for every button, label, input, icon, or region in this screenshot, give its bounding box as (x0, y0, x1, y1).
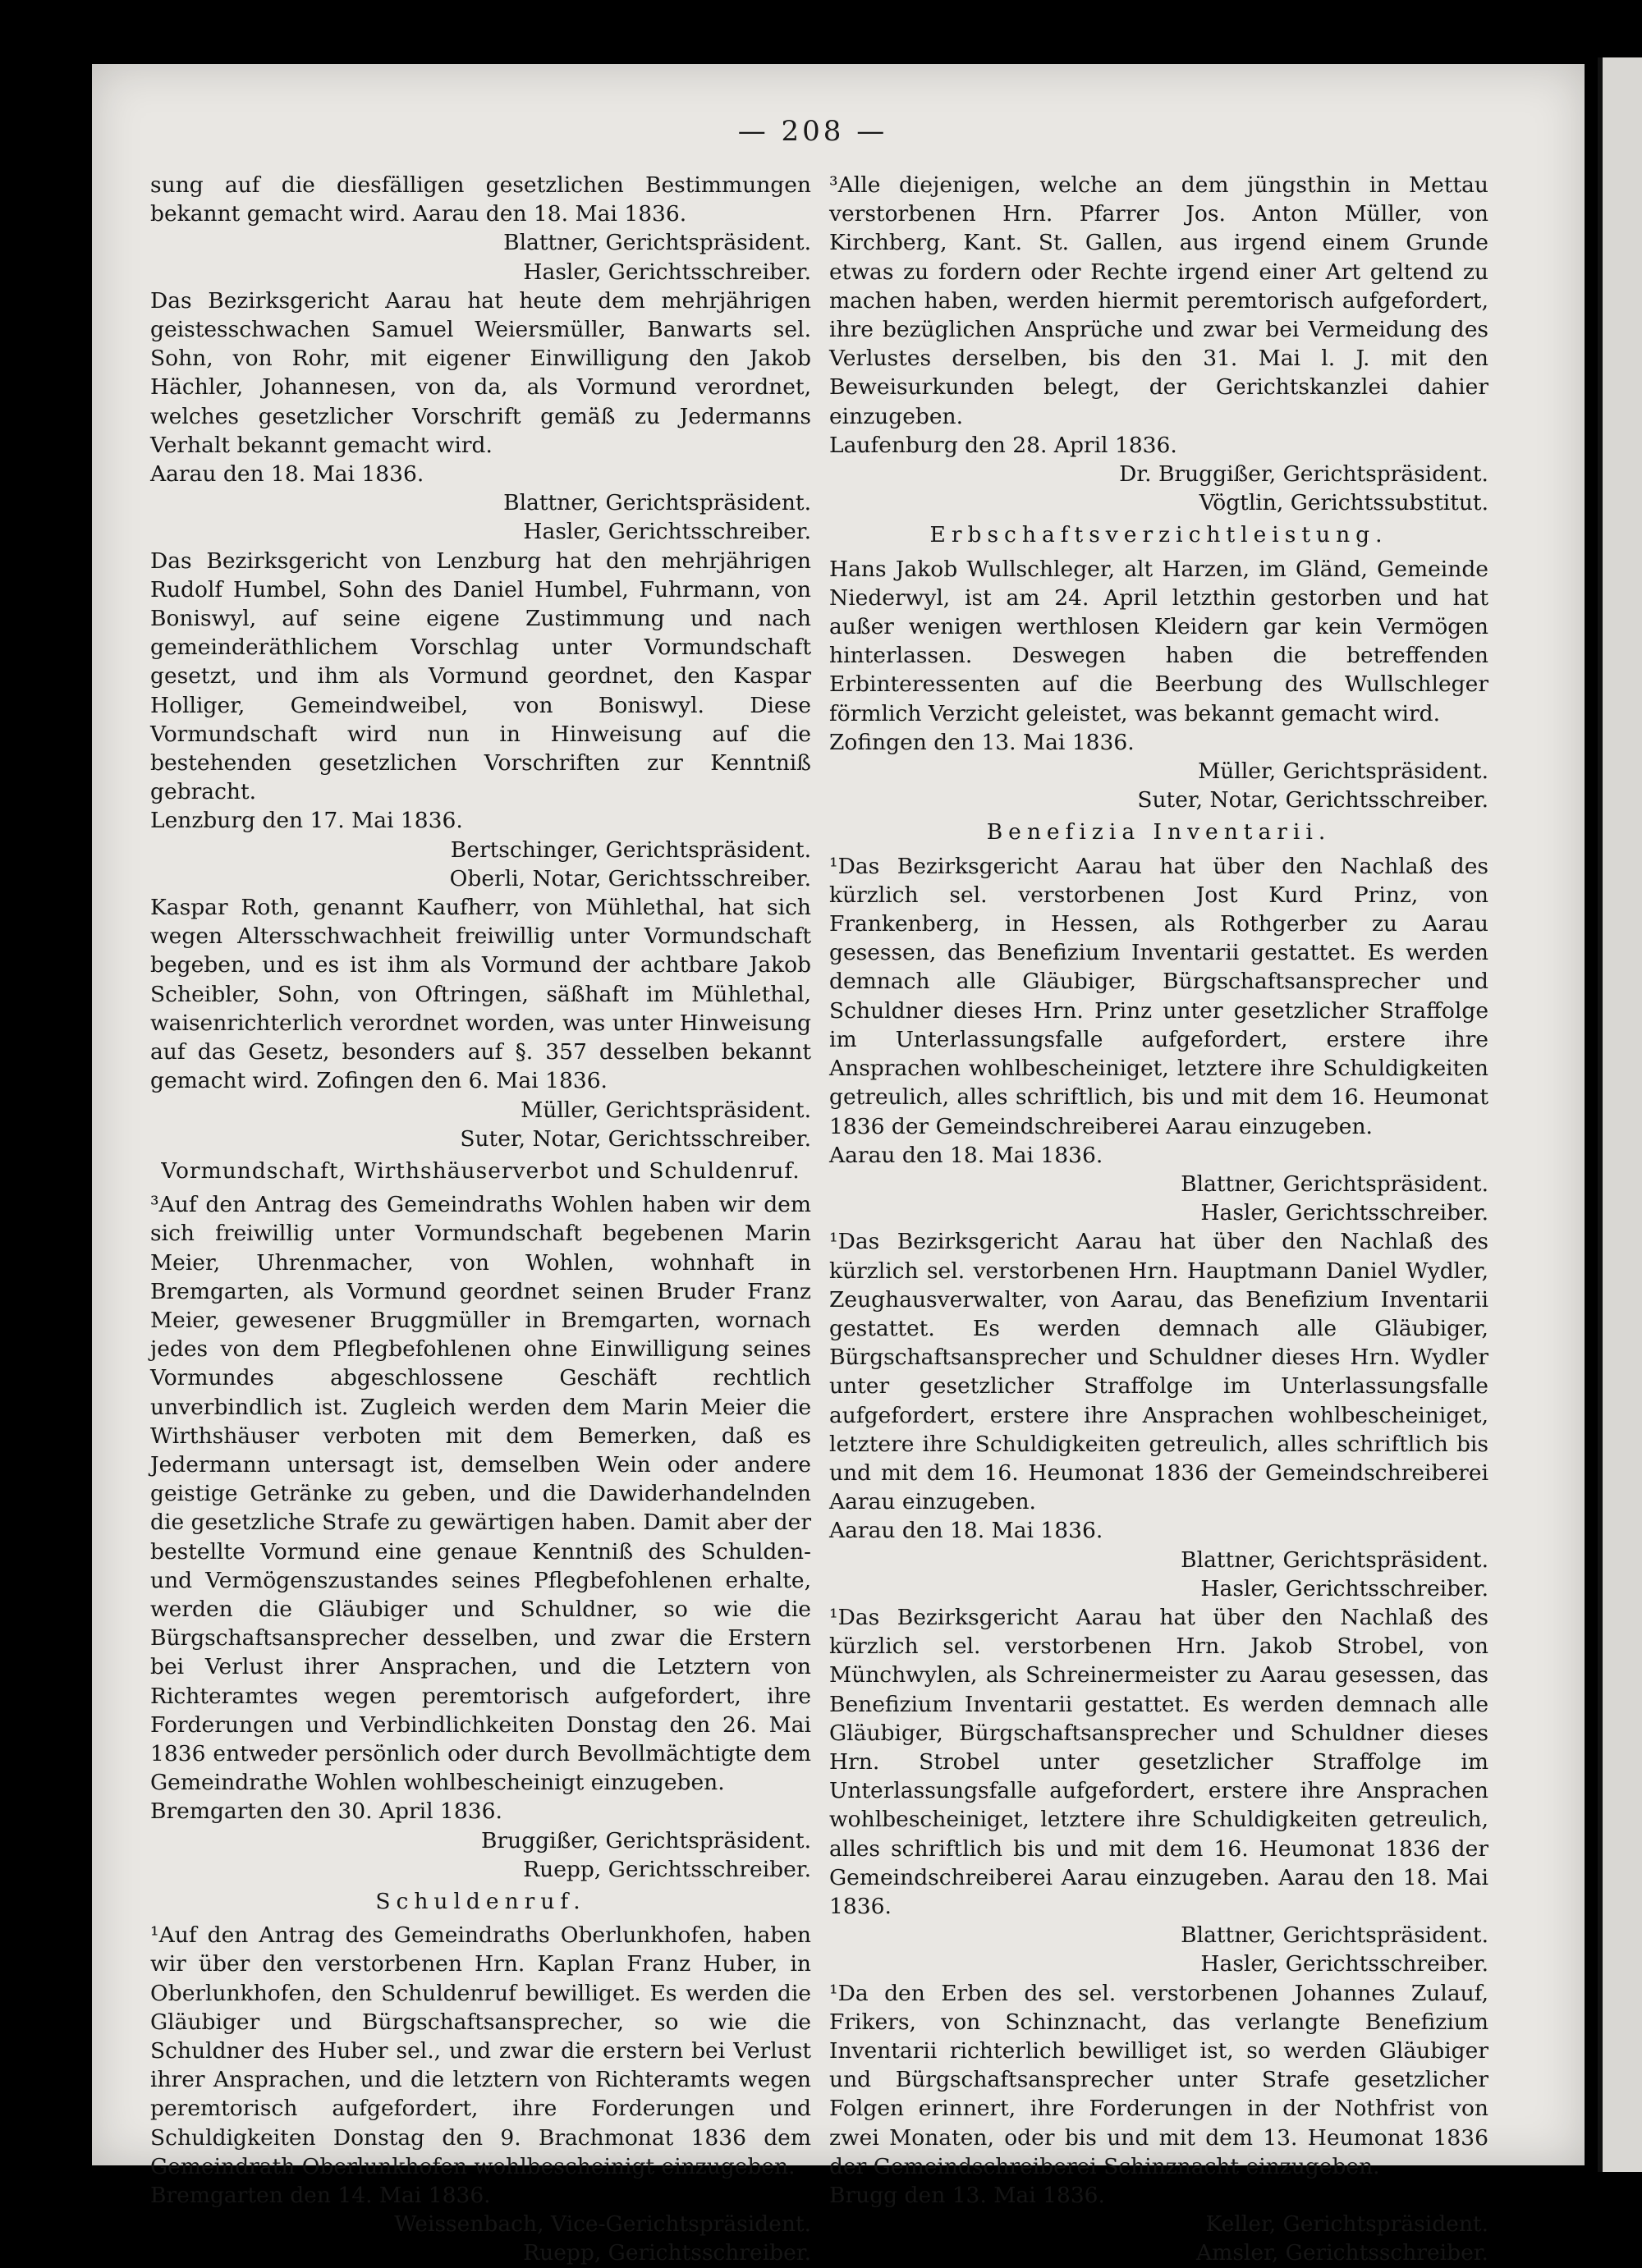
section-heading: Benefizia Inventarii. (986, 819, 1332, 845)
paragraph: ¹Das Bezirksgericht Aarau hat über den Nachlaß des kürzlich sel. verstorbenen Jost Kurd Prinz, von Frankenberg, in Hessen, als Rothgerber zu Aarau gesessen, das Benefizium Inventarii gestattet. Es werden demnach alle Gläubiger, Bürgschaftsansprecher und Schuldner dieses Hrn. Prinz unter gesetzlicher Straffolge im Unterlassungsfalle aufgefordert, erstere ihre Ansprachen wohlbescheiniget, letztere ihre Schuldigkeiten getreulich, alles schriftlich, bis und mit dem 16. Heumonat 1836 der Gemeindschreiberei Aarau einzugeben. (829, 853, 1488, 1139)
left-column (150, 171, 811, 2268)
signature: Ruepp, Gerichtsschreiber. (523, 1856, 811, 1882)
signature: Blattner, Gerichtspräsident. (1181, 1546, 1488, 1573)
paragraph: ¹Das Bezirksgericht Aarau hat über den Nachlaß des kürzlich sel. verstorbenen Hrn. Hauptmann Daniel Wydler, Zeughausverwalter, von Aarau, das Benefizium Inventarii gestattet. Es werden demnach alle Gläubiger, Bürgschaftsansprecher und Schuldner dieses Hrn. Wydler unter gesetzlicher Straffolge im Unterlassungsfalle aufgefordert, erstere ihre Ansprachen wohlbescheiniget, letztere ihre Schuldigkeiten getreulich, alles schriftlich bis und mit dem 16. Heumonat 1836 der Gemeindschreiberei Aarau einzugeben. (829, 1229, 1488, 1515)
signature: Suter, Notar, Gerichtsschreiber. (1137, 787, 1488, 813)
signature: Hasler, Gerichtsschreiber. (523, 519, 811, 545)
signature: Blattner, Gerichtspräsident. (503, 230, 811, 256)
signature: Weissenbach, Vice-Gerichtspräsident. (394, 2211, 811, 2238)
signature: Hasler, Gerichtsschreiber. (1200, 1951, 1488, 1977)
signature: Suter, Notar, Gerichtsschreiber. (460, 1125, 811, 1152)
paragraph: ³Auf den Antrag des Gemeindraths Wohlen haben wir dem sich freiwillig unter Vormundschaft begebenen Marin Meier, Uhrenmacher, von Wohlen, wohnhaft in Bremgarten, als Vormund geordnet seinen Bruder Franz Meier, gewesener Bruggmüller in Bremgarten, wornach jedes von dem Pflegbefohlenen ohne Einwilligung seines Vormundes abgeschlossene Geschäft rechtlich unverbindlich ist. Zugleich werden dem Marin Meier die Wirthshäuser verboten mit dem Bemerken, daß es Jedermann untersagt ist, demselben Wein oder andere geistige Getränke zu geben, und die Dawiderhandelnden die gesetzliche Strafe zu gewärtigen haben. Damit aber der bestellte Vormund eine genaue Kenntniß des Schulden- und Vermögenszustandes seines Pflegbefohlenen erhalte, werden die Gläubiger und Schuldner, so wie die Bürgschaftsansprecher desselben, und zwar die Erstern bei Verlust ihrer Ansprachen, und die Letztern von Richteramtes wegen peremtorisch aufgefordert, ihre Forderungen und Verbindlichkeiten Donstag den 26. Mai 1836 entweder persönlich oder durch Bevollmächtigte dem Gemeindrathe Wohlen wohlbescheinigt einzugeben. (150, 1192, 811, 1796)
dateline: Bremgarten den 14. Mai 1836. (150, 2183, 491, 2209)
adjacent-page-edge (1598, 57, 1642, 2172)
dateline: Bremgarten den 30. April 1836. (150, 1798, 502, 1825)
paragraph: ³Alle diejenigen, welche an dem jüngsthin in Mettau verstorbenen Hrn. Pfarrer Jos. Anton Müller, von Kirchberg, Kant. St. Gallen, aus irgend einem Grunde etwas zu fordern oder Rechte irgend einer Art geltend zu machen haben, werden hiermit peremtorisch aufgefordert, ihre bezüglichen Ansprüche und zwar bei Vermeidung des Verlustes derselben, bis den 31. Mai l. J. mit den Beweisurkunden belegt, der Gerichtskanzlei dahier einzugeben. (829, 172, 1488, 429)
signature: Müller, Gerichtspräsident. (521, 1097, 811, 1123)
section-heading: Schuldenruf. (375, 1888, 586, 1914)
signature: Hasler, Gerichtsschreiber. (523, 259, 811, 285)
dateline: Lenzburg den 17. Mai 1836. (150, 808, 463, 834)
signature: Vögtlin, Gerichtssubstitut. (1199, 490, 1488, 516)
dateline: Zofingen den 13. Mai 1836. (829, 729, 1135, 755)
dateline: Brugg den 13. Mai 1836. (829, 2183, 1105, 2209)
signature: Hasler, Gerichtsschreiber. (1200, 1200, 1488, 1226)
signature: Hasler, Gerichtsschreiber. (1200, 1575, 1488, 1601)
signature: Oberli, Notar, Gerichtsschreiber. (449, 865, 811, 891)
signature: Blattner, Gerichtspräsident. (1181, 1922, 1488, 1949)
paragraph: Das Bezirksgericht von Lenzburg hat den mehrjährigen Rudolf Humbel, Sohn des Daniel Humbel, Fuhrmann, von Boniswyl, auf seine eigene Zustimmung und nach gemeinderäthlichem Vorschlag unter Vormundschaft gesetzt, und ihm als Vormund geordnet, den Kaspar Holliger, Gemeindweibel, von Boniswyl. Diese Vormundschaft wird nun in Hinweisung auf die bestehenden gesetzlichen Vorschriften zur Kenntniß gebracht. (150, 548, 811, 805)
dateline: Laufenburg den 28. April 1836. (829, 432, 1177, 458)
paragraph: ¹Auf den Antrag des Gemeindraths Oberlunkhofen, haben wir über den verstorbenen Hrn. Kaplan Franz Huber, in Oberlunkhofen, den Schuldenruf bewilliget. Es werden die Gläubiger und Bürgschaftsansprecher, so wie die Schuldner des Huber sel., und zwar die erstern bei Verlust ihrer Ansprachen, und die letztern von Richteramts wegen peremtorisch aufgefordert, ihre Forderungen und Schuldigkeiten Donstag den 9. Brachmonat 1836 dem Gemeindrath Oberlunkhofen wohlbescheinigt einzugeben. (150, 1922, 811, 2179)
signature: Blattner, Gerichtspräsident. (503, 490, 811, 516)
paragraph: Das Bezirksgericht Aarau hat heute dem mehrjährigen geistesschwachen Samuel Weiersmüller, Banwarts sel. Sohn, von Rohr, mit eigener Einwilligung den Jakob Hächler, Johannesen, von da, als Vormund verordnet, welches gesetzlicher Vorschrift gemäß zu Jedermanns Verhalt bekannt gemacht wird. (150, 287, 811, 458)
paragraph: Hans Jakob Wullschleger, alt Harzen, im Gländ, Gemeinde Niederwyl, ist am 24. April letzthin gestorben und hat außer wenigen werthlosen Kleidern gar kein Vermögen hinterlassen. Deswegen haben die betreffenden Erbinteressenten auf die Beerbung des Wullschleger förmlich Verzicht geleistet, was bekannt gemacht wird. (829, 556, 1488, 726)
signature: Bertschinger, Gerichtspräsident. (450, 836, 811, 863)
signature: Blattner, Gerichtspräsident. (1181, 1171, 1488, 1197)
paragraph: ¹Das Bezirksgericht Aarau hat über den Nachlaß des kürzlich sel. verstorbenen Hrn. Jakob Strobel, von Münchwylen, als Schreinermeister zu Aarau gesessen, das Benefizium Inventarii gestattet. Es werden demnach alle Gläubiger, Bürgschaftsansprecher und Schuldner dieses Hrn. Strobel unter gesetzlicher Straffolge im Unterlassungsfalle aufgefordert, erstere ihre Ansprachen wohlbescheiniget, letztere ihre Schuldigkeiten getreulich, alles schriftlich bis und mit dem 16. Heumonat 1836 der Gemeindschreiberei Aarau einzugeben. Aarau den 18. Mai 1836. (829, 1604, 1488, 1919)
right-column (829, 171, 1488, 2268)
section-heading: Erbschaftsverzichtleistung. (929, 522, 1388, 548)
page-number: — 208 — (737, 115, 888, 148)
signature: Müller, Gerichtspräsident. (1198, 758, 1488, 785)
paragraph: sung auf die diesfälligen gesetzlichen Bestimmungen bekannt gemacht wird. Aarau den 18. Mai 1836. (150, 172, 811, 227)
dateline: Aarau den 18. Mai 1836. (150, 461, 424, 488)
signature: Amsler, Gerichtsschreiber. (1196, 2240, 1488, 2266)
signature: Keller, Gerichtspräsident. (1205, 2211, 1488, 2238)
paragraph: ¹Da den Erben des sel. verstorbenen Johannes Zulauf, Frikers, von Schinznacht, das verlangte Benefizium Inventarii richterlich bewilliget ist, so werden Gläubiger und Bürgschaftsansprecher unter Strafe gesetzlicher Folgen erinnert, ihre Forderungen in der Nothfrist von zwei Monaten, oder bis und mit dem 13. Heumonat 1836 der Gemeindschreiberei Schinznacht einzugeben. (829, 1980, 1488, 2179)
paragraph: Kaspar Roth, genannt Kaufherr, von Mühlethal, hat sich wegen Altersschwachheit freiwillig unter Vormundschaft begeben, und es ist ihm als Vormund der achtbare Jakob Scheibler, Sohn, von Oftringen, säßhaft im Mühlethal, waisenrichterlich verordnet worden, was unter Hinweisung auf das Gesetz, besonders auf §. 357 desselben bekannt gemacht wird. Zofingen den 6. Mai 1836. (150, 895, 811, 1094)
signature: Dr. Bruggißer, Gerichtspräsident. (1119, 461, 1488, 488)
dateline: Aarau den 18. Mai 1836. (829, 1142, 1103, 1168)
dateline: Aarau den 18. Mai 1836. (829, 1518, 1103, 1544)
signature: Bruggißer, Gerichtspräsident. (480, 1827, 811, 1853)
signature: Ruepp, Gerichtsschreiber. (523, 2240, 811, 2266)
section-heading: Vormundschaft, Wirthshäuserverbot und Schuldenruf. (161, 1157, 800, 1184)
